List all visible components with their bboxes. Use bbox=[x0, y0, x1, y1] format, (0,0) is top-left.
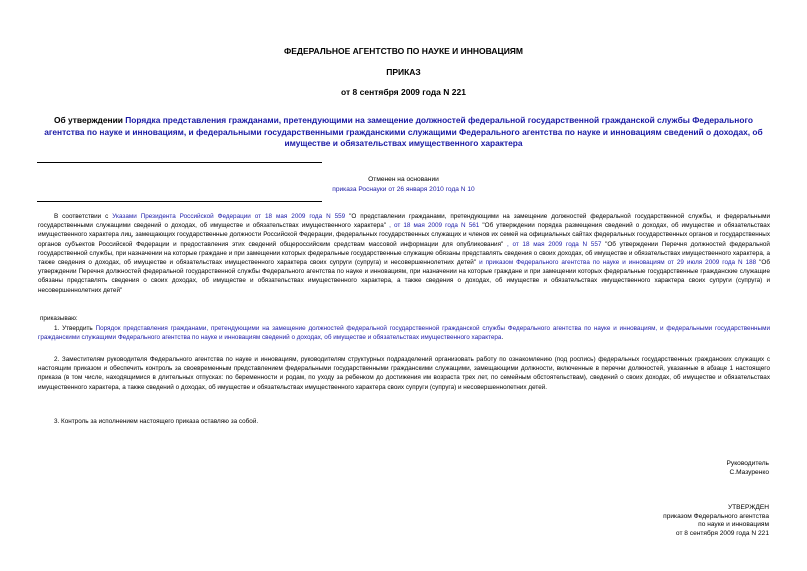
preamble-text: "О представлении гражданами, претендующими на замещение должностей федеральной государственной службы, и федеральными государственными служащими сведений о доходах, об имуществе и обязательствах имущественного характера" bbox=[38, 213, 770, 230]
order-188-link[interactable]: и приказом Федерального агентства по науке и инновациям от 29 июля 2009 года N 188 bbox=[479, 259, 757, 267]
item-1-text: . bbox=[501, 334, 504, 342]
preamble-paragraph bbox=[38, 212, 770, 295]
decree-559-link[interactable]: Указами Президента Российской Федерации от 18 мая 2009 года N 559 bbox=[112, 213, 346, 220]
item-1 bbox=[38, 324, 770, 342]
decree-561-link[interactable]: , от 18 мая 2009 года N 561 bbox=[389, 222, 480, 230]
preamble-text: "Об утверждении Перечня должностей федеральной государственной службы Федерального агентства по науке и инновациям, при назначении на которые граждане и при замещении которых федеральные государственные гражданские служащие обязаны представлять сведения о своих доходах, об имуществе и обязательствах имущественного характера, а также сведения о доходах, об имуществе и обязательствах имущественного характера своих супруги (супруга) и несовершеннолетних детей" bbox=[38, 259, 770, 294]
document-date-number: от 8 сентября 2009 года N 221 bbox=[341, 87, 466, 97]
approval-block bbox=[663, 504, 769, 538]
item-3: 3. Контроль за исполнением настоящего приказа оставляю за собой. bbox=[54, 418, 259, 425]
preamble-text: "Об утверждении Перечня должностей федеральной государственной службы, при назначении на которые граждане и при замещении которых федеральные государственные служащие обязаны представлять сведения о своих доходах, об имуществе и обязательствах имущественного характера, а также сведения о доходах, об имуществе и обязательствах имущественного характера своих супруги (супруга) и несовершеннолетних детей" bbox=[38, 240, 770, 267]
preamble-text: "Об утверждении порядка размещения сведений о доходах, об имуществе и обязательствах имущественного характера лиц, замещающих государственные должности Российской Федерации, федеральных государственных служащих и членов их семей на официальных сайтах федеральных государственных органов и государственных органов субъектов Российской Федерации и предоставления этих сведений общероссийским средствам массовой информации для опубликования" bbox=[38, 222, 770, 248]
title-prefix: Об утверждении bbox=[54, 115, 126, 125]
divider-bottom bbox=[37, 201, 322, 202]
item-1-text: 1. Утвердить bbox=[54, 325, 96, 332]
agency-name: ФЕДЕРАЛЬНОЕ АГЕНТСТВО ПО НАУКЕ И ИННОВАЦИЯМ bbox=[283, 46, 524, 56]
order-word: приказываю: bbox=[40, 315, 78, 322]
cancellation-link[interactable]: приказа Роснауки от 26 января 2010 года N 10 bbox=[332, 186, 475, 193]
decree-557-link[interactable]: , от 18 мая 2009 года N 557 bbox=[506, 240, 602, 248]
divider-top bbox=[37, 162, 322, 163]
signature-block bbox=[727, 460, 769, 477]
signature-position: Руководитель bbox=[726, 460, 769, 467]
approval-word: УТВЕРЖДЕН bbox=[727, 504, 769, 511]
item-2: 2. Заместителям руководителя Федерального агентства по науке и инновациям, руководителям структурных подразделений организовать работу по ознакомлению (под роспись) федеральных государственных гражданских служащих с настоящим приказом и обеспечить контроль за своевременным представлением федеральными государственными гражданскими служащими, замещающими должности, включенные в перечни должностей, указанные в абзаце 1 настоящего приказа (в том числе, находящимися в длительных отпусках: по беременности и родам, по уходу за ребенком до достижения им возраста трех лет, по семейным обстоятельствам), сведений о своих доходах, об имуществе и обязательствах имущественного характера, а также сведений о доходах, об имуществе и обязательствах имущественного характера своих супруги (супруга) и несовершеннолетних детей. bbox=[38, 356, 770, 391]
document-type: ПРИКАЗ bbox=[386, 67, 421, 77]
procedure-link[interactable]: Порядок представления гражданами, претендующими на замещение должностей федеральной государственной гражданской службы Федерального агентства по науке и инновациям, и федеральными государственными гражданскими служащими Федерального агентства по науке и инновациям сведений о доходах, об имуществе и обязательствах имущественного характера bbox=[38, 325, 770, 342]
signature-name: С.Мазуренко bbox=[729, 468, 769, 476]
cancellation-label: Отменен на основании bbox=[368, 176, 439, 183]
preamble-text: В соответствии с bbox=[54, 213, 113, 220]
title-link[interactable]: Порядка представления гражданами, претендующими на замещение должностей федеральной государственной гражданской службы Федерального агентства по науке и инновациям, и федеральными государственными гражданскими служащими Федерального агентства по науке и инновациям сведений о доходах, об имуществе и обязательствах имущественного характера bbox=[44, 115, 763, 148]
approval-line: по науке и инновациям bbox=[698, 521, 769, 529]
document-title bbox=[40, 115, 767, 150]
approval-line: приказом Федерального агентства bbox=[663, 512, 769, 520]
approval-line: от 8 сентября 2009 года N 221 bbox=[675, 529, 769, 537]
